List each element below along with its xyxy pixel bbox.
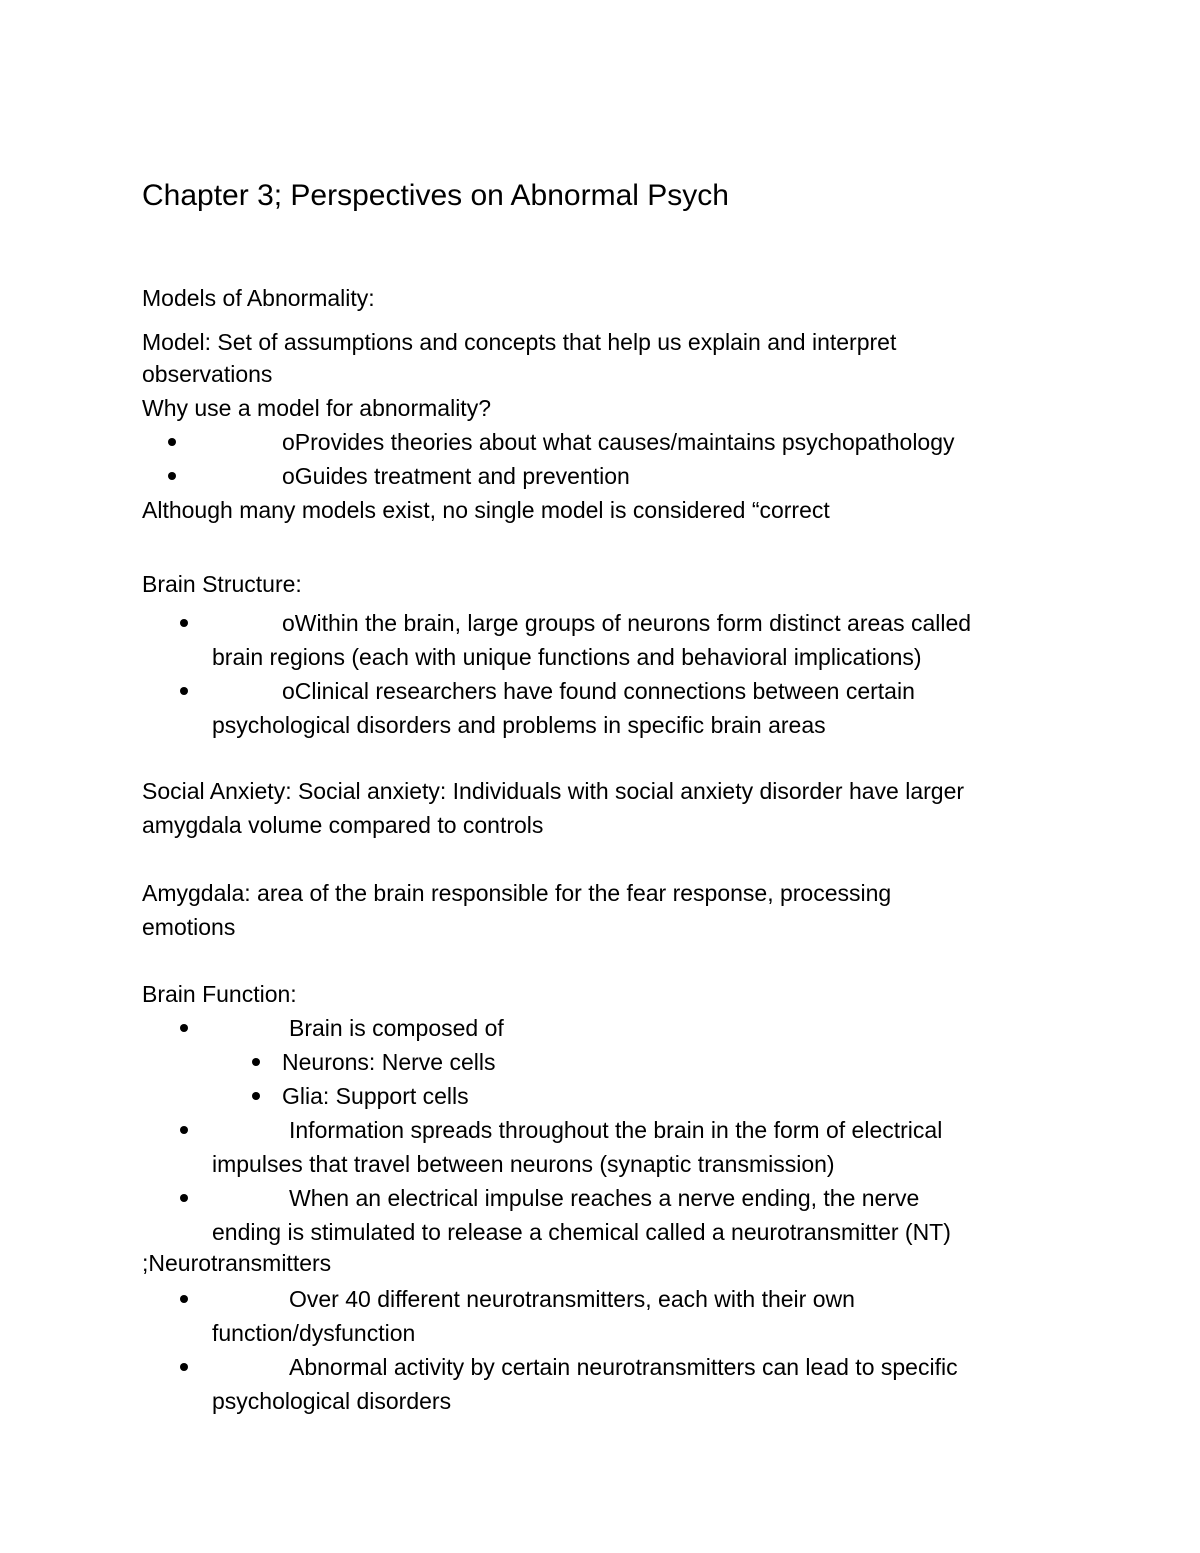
bullet-icon (180, 1295, 188, 1303)
structure-bullet-1-line1: oWithin the brain, large groups of neurons form distinct areas called (282, 610, 972, 636)
models-note: Although many models exist, no single model is considered “correct (142, 497, 830, 523)
bullet-icon (180, 619, 188, 627)
model-definition-line2: observations (142, 361, 273, 387)
bullet-icon (168, 472, 176, 480)
models-bullet-1: oProvides theories about what causes/maintains psychopathology (282, 429, 955, 455)
bullet-icon (180, 1126, 188, 1134)
neurotransmitters-heading: ;Neurotransmitters (142, 1250, 332, 1276)
bullet-icon (180, 1363, 188, 1371)
nt-abnormal-line2: psychological disorders (212, 1388, 452, 1414)
page-title: Chapter 3; Perspectives on Abnormal Psych (142, 179, 729, 212)
models-heading: Models of Abnormality: (142, 285, 375, 311)
structure-bullet-2-line1: oClinical researchers have found connections between certain (282, 678, 915, 704)
models-bullet-2: oGuides treatment and prevention (282, 463, 630, 489)
sub-bullet-icon (252, 1092, 260, 1100)
brain-structure-heading: Brain Structure: (142, 571, 302, 597)
bullet-icon (168, 438, 176, 446)
function-info-line1: Information spreads throughout the brain in the form of electrical (289, 1117, 943, 1143)
function-composed: Brain is composed of (289, 1015, 504, 1041)
model-definition-line1: Model: Set of assumptions and concepts that help us explain and interpret (142, 329, 897, 355)
bullet-icon (180, 687, 188, 695)
nt-over-line1: Over 40 different neurotransmitters, each with their own (289, 1286, 855, 1312)
structure-bullet-1-line2: brain regions (each with unique functions and behavioral implications) (212, 644, 922, 670)
social-anxiety-line1: Social Anxiety: Social anxiety: Individuals with social anxiety disorder have larger (142, 778, 965, 804)
social-anxiety-line2: amygdala volume compared to controls (142, 812, 544, 838)
bullet-icon (180, 1024, 188, 1032)
function-impulse-line1: When an electrical impulse reaches a nerve ending, the nerve (289, 1185, 920, 1211)
sub-bullet-icon (252, 1058, 260, 1066)
nt-abnormal-line1: Abnormal activity by certain neurotransmitters can lead to specific (289, 1354, 958, 1380)
model-question: Why use a model for abnormality? (142, 395, 491, 421)
structure-bullet-2-line2: psychological disorders and problems in specific brain areas (212, 712, 826, 738)
function-impulse-line2: ending is stimulated to release a chemical called a neurotransmitter (NT) (212, 1219, 951, 1245)
nt-over-line2: function/dysfunction (212, 1320, 416, 1346)
bullet-icon (180, 1194, 188, 1202)
function-info-line2: impulses that travel between neurons (synaptic transmission) (212, 1151, 835, 1177)
amygdala-line2: emotions (142, 914, 236, 940)
amygdala-line1: Amygdala: area of the brain responsible for the fear response, processing (142, 880, 892, 906)
brain-function-heading: Brain Function: (142, 981, 297, 1007)
function-sub-neurons: Neurons: Nerve cells (282, 1049, 496, 1075)
function-sub-glia: Glia: Support cells (282, 1083, 469, 1109)
